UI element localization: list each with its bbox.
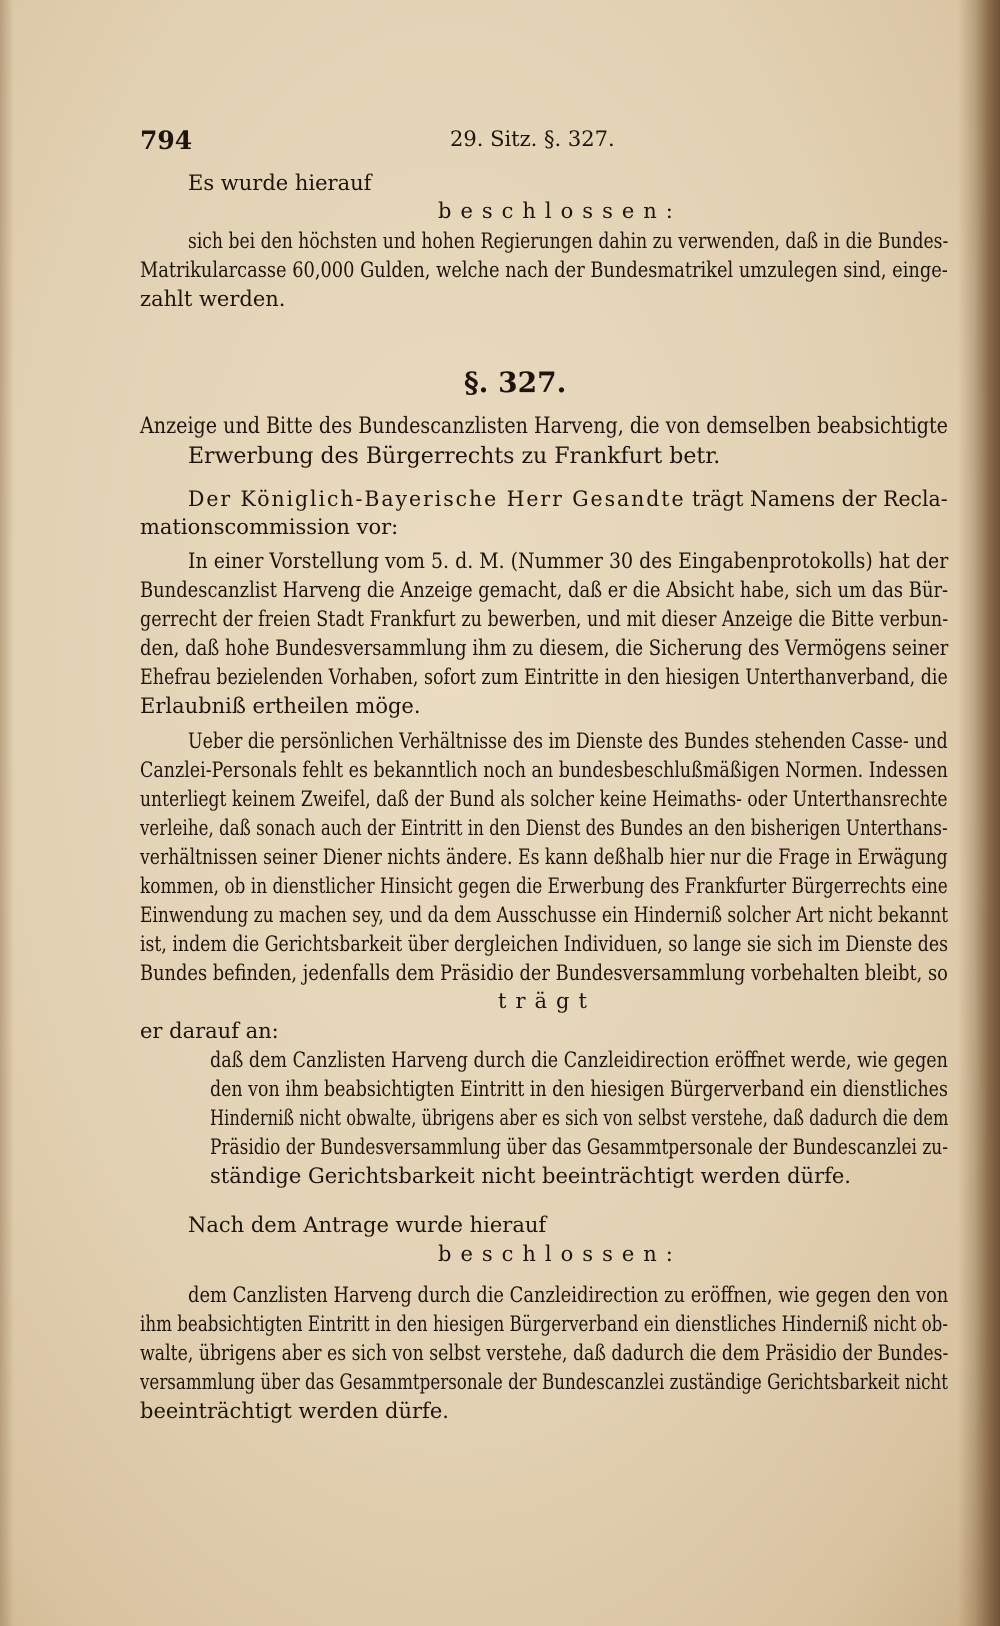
report-line: unterliegt keinem Zweifel, daß der Bund als solcher keine Heimaths- oder Unterthansrechte <box>140 787 948 811</box>
block1-line: Matrikularcasse 60,000 Gulden, welche nach der Bundesmatrikel umzulegen sind, einge- <box>140 258 948 282</box>
report-line: gerrecht der freien Stadt Frankfurt zu bewerben, und mit dieser Anzeige die Bitte verbun- <box>140 607 949 631</box>
report-line: Erlaubniß ertheilen möge. <box>140 694 421 718</box>
report-line: den, daß hohe Bundesversammlung ihm zu diesem, die Sicherung des Vermögens seiner <box>140 636 949 660</box>
speaker-line <box>188 484 948 514</box>
page-number: 794 <box>140 126 193 155</box>
block2-line: versammlung über das Gesammtpersonale der Bundescanzlei zuständige Gerichtsbarkeit nicht <box>140 1370 948 1394</box>
block1-decision: beschlossen: <box>438 199 682 223</box>
proposal-line: Hinderniß nicht obwalte, übrigens aber es sich von selbst verstehe, daß dadurch die dem <box>210 1106 949 1130</box>
block1-intro: Es wurde hierauf <box>188 171 372 195</box>
report-line: Bundescanzlist Harveng die Anzeige gemacht, daß er die Absicht habe, sich um das Bür- <box>140 578 949 602</box>
report-line: kommen, ob in dienstlicher Hinsicht gegen die Erwerbung des Frankfurter Bürgerrechts eine <box>140 874 948 898</box>
block2-line: walte, übrigens aber es sich von selbst verstehe, daß dadurch die dem Präsidio der Bundes- <box>140 1341 949 1365</box>
report-line: Bundes befinden, jedenfalls dem Präsidio der Bundesversammlung vorbehalten bleibt, so <box>140 961 948 985</box>
block1-line: zahlt werden. <box>140 287 286 311</box>
section-title-line: Erwerbung des Bürgerrechts zu Frankfurt betr. <box>188 444 721 469</box>
block2-decision: beschlossen: <box>438 1242 682 1266</box>
proposal-line: Präsidio der Bundesversammlung über das Gesammtpersonale der Bundescanzlei zu- <box>210 1135 948 1159</box>
report-line: Einwendung zu machen sey, und da dem Ausschusse ein Hinderniß solcher Art nicht bekannt <box>140 903 949 927</box>
proposal-line: ständige Gerichtsbarkeit nicht beeinträchtigt werden dürfe. <box>210 1164 851 1188</box>
report-line: verleihe, daß sonach auch der Eintritt in den Dienst des Bundes an den bisherigen Unterthans- <box>140 816 948 840</box>
block2-line: dem Canzlisten Harveng durch die Canzleidirection zu eröffnen, wie gegen den von <box>188 1283 949 1307</box>
report-verb: trägt <box>498 989 596 1013</box>
block2-line: ihm beabsichtigten Eintritt in den hiesigen Bürgerverband ein dienstliches Hinderniß nicht ob- <box>140 1312 949 1336</box>
section-heading: §. 327. <box>464 366 567 399</box>
report-line: verhältnissen seiner Diener nichts ändere. Es kann deßhalb hier nur die Frage in Erwägung <box>140 845 948 869</box>
report-line: Ueber die persönlichen Verhältnisse des im Dienste des Bundes stehenden Casse- und <box>188 729 948 753</box>
speaker-rest: trägt Namens der Recla- <box>685 487 948 511</box>
running-head: 29. Sitz. §. 327. <box>450 127 615 151</box>
report-line: ist, indem die Gerichtsbarkeit über dergleichen Individuen, so lange sie sich im Dienste des <box>140 932 949 956</box>
block2-line: beeinträchtigt werden dürfe. <box>140 1399 449 1423</box>
proposal-line: daß dem Canzlisten Harveng durch die Canzleidirection eröffnet werde, wie gegen <box>210 1048 948 1072</box>
report-line: In einer Vorstellung vom 5. d. M. (Nummer 30 des Eingabenprotokolls) hat der <box>188 549 949 573</box>
page-right-edge <box>958 0 1000 1626</box>
report-line: Canzlei-Personals fehlt es bekanntlich noch an bundesbeschlußmäßigen Normen. Indessen <box>140 758 948 782</box>
report-line: Ehefrau bezielenden Vorhaben, sofort zum Eintritte in den hiesigen Unterthanverband, die <box>140 665 948 689</box>
block2-intro: Nach dem Antrage wurde hierauf <box>188 1213 547 1237</box>
page-left-edge <box>0 0 14 1626</box>
speaker-name: Der Königlich-Bayerische Herr Gesandte <box>188 487 686 511</box>
report-er-darauf: er darauf an: <box>140 1019 279 1043</box>
block1-line: sich bei den höchsten und hohen Regierungen dahin zu verwenden, daß in die Bundes- <box>188 229 949 253</box>
proposal-line: den von ihm beabsichtigten Eintritt in den hiesigen Bürgerverband ein dienstliches <box>210 1077 948 1101</box>
speaker-line-2: mationscommission vor: <box>140 515 399 539</box>
section-title-line: Anzeige und Bitte des Bundescanzlisten Harveng, die von demselben beabsichtigte <box>140 414 948 439</box>
